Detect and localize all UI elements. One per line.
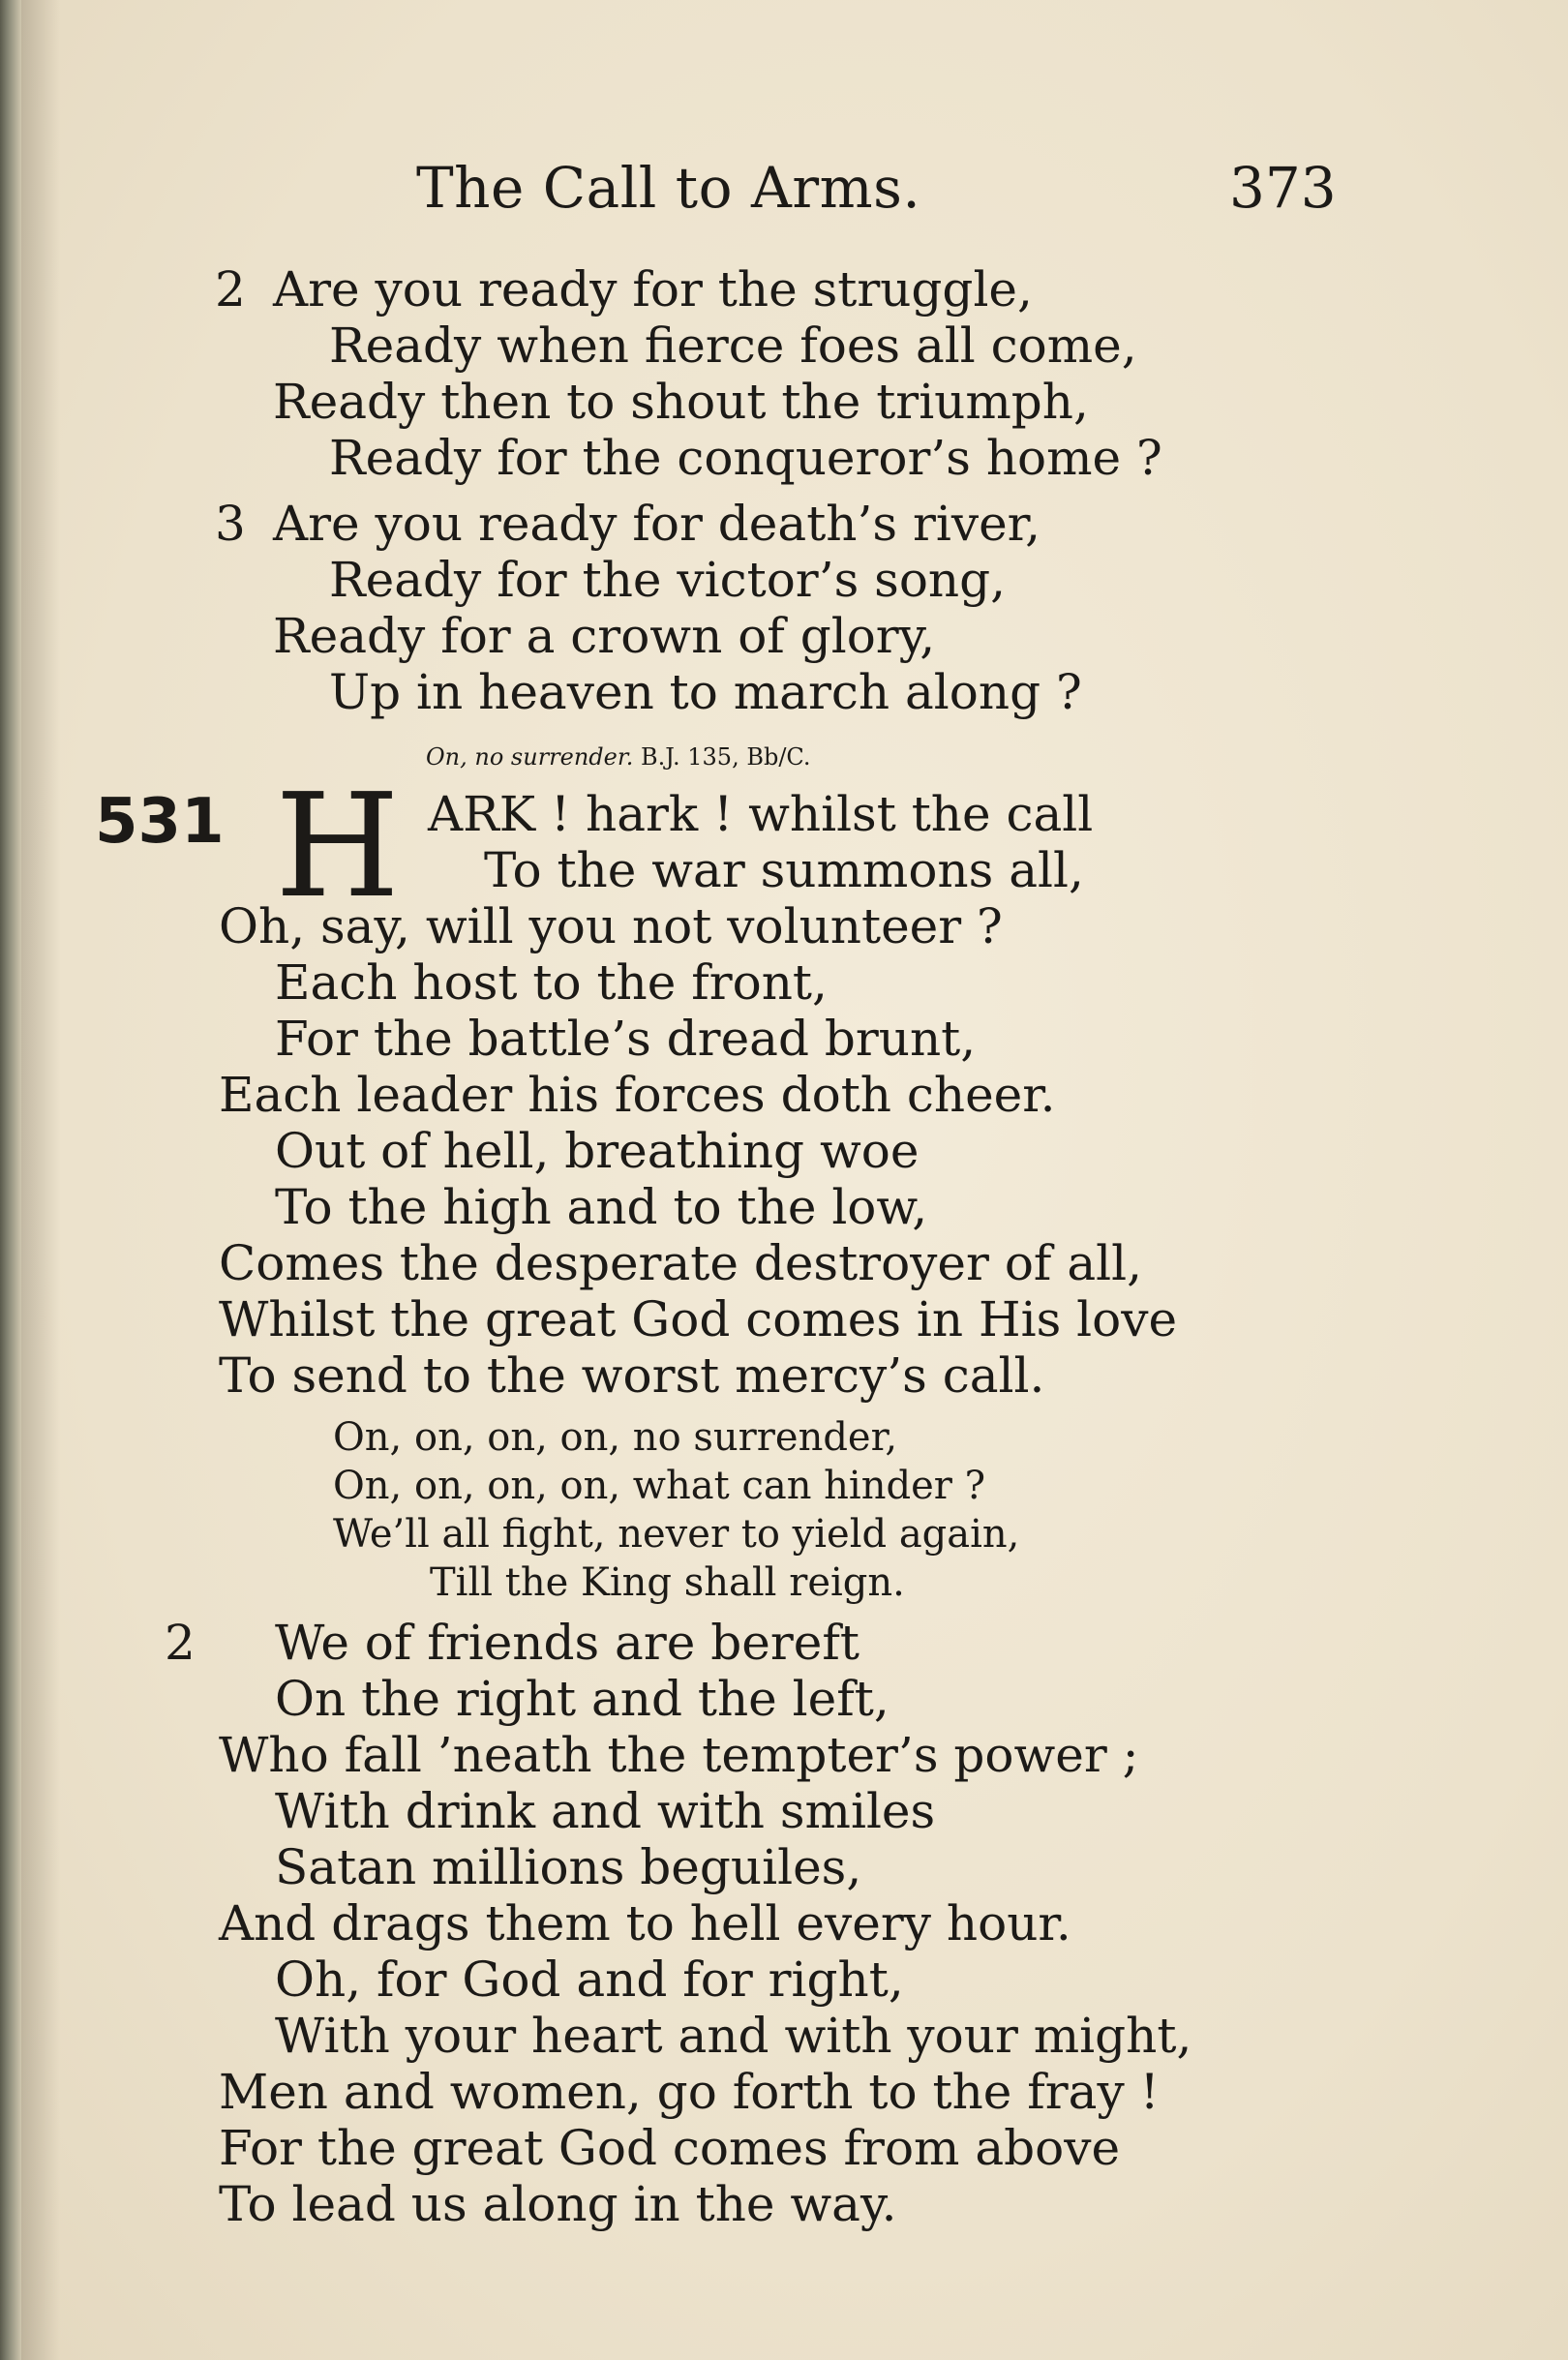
verse-line: We of friends are bereft <box>275 1615 859 1671</box>
verse-line: For the battle’s dread brunt, <box>275 1011 977 1067</box>
verse-line: Are you ready for death’s river, <box>273 496 1040 552</box>
tune-reference <box>426 743 811 771</box>
verse-line: ARK ! hark ! whilst the call <box>428 786 1094 842</box>
verse-line: On the right and the left, <box>275 1671 890 1727</box>
hymn-number: 531 <box>95 786 225 858</box>
tune-book-ref: B.J. 135, Bb/C. <box>633 743 811 771</box>
verse-line: Ready for a crown of glory, <box>273 608 936 664</box>
verse-line: Are you ready for the struggle, <box>273 261 1033 318</box>
verse-line: Whilst the great God comes in His love <box>219 1291 1178 1347</box>
refrain-line: Till the King shall reign. <box>430 1560 905 1605</box>
verse-line: Ready for the victor’s song, <box>329 552 1007 608</box>
verse-line: For the great God comes from above <box>219 2120 1121 2176</box>
verse-line: To the war summons all, <box>484 842 1084 898</box>
verse-line: Ready when fierce foes all come, <box>329 318 1137 374</box>
refrain-line: We’ll all fight, never to yield again, <box>333 1512 1020 1557</box>
verse-number: 3 <box>215 496 246 552</box>
verse-line: And drags them to hell every hour. <box>219 1895 1071 1952</box>
verse-line: To lead us along in the way. <box>219 2176 897 2232</box>
verse-line: Out of hell, breathing woe <box>275 1123 920 1179</box>
verse-line: With your heart and with your might, <box>275 2008 1192 2064</box>
verse-line: Up in heaven to march along ? <box>329 664 1082 720</box>
verse-number: 2 <box>165 1615 196 1671</box>
book-binding-edge <box>0 0 21 2360</box>
verse-line: With drink and with smiles <box>275 1783 936 1839</box>
verse-line: Men and women, go forth to the fray ! <box>219 2064 1160 2120</box>
gutter-shadow <box>21 0 60 2360</box>
verse-line: Each host to the front, <box>275 954 828 1011</box>
verse-line: Ready for the conqueror’s home ? <box>329 430 1162 486</box>
verse-line: Oh, for God and for right, <box>275 1952 904 2008</box>
drop-cap: H <box>275 763 401 929</box>
tune-name: On, no surrender. <box>426 743 634 771</box>
verse-line: Each leader his forces doth cheer. <box>219 1067 1056 1123</box>
refrain-line: On, on, on, on, no surrender, <box>333 1415 898 1460</box>
verse-line: To send to the worst mercy’s call. <box>219 1347 1045 1404</box>
verse-line: Oh, say, will you not volunteer ? <box>219 898 1003 954</box>
verse-line: Ready then to shout the triumph, <box>273 374 1089 430</box>
verse-line: Satan millions beguiles, <box>275 1839 862 1895</box>
running-title: The Call to Arms. <box>416 155 921 221</box>
verse-line: Comes the desperate destroyer of all, <box>219 1235 1143 1291</box>
verse-line: Who fall ’neath the tempter’s power ; <box>219 1727 1139 1783</box>
verse-line: To the high and to the low, <box>275 1179 928 1235</box>
verse-number: 2 <box>215 261 246 318</box>
page-number: 373 <box>1229 155 1337 221</box>
refrain-line: On, on, on, on, what can hinder ? <box>333 1464 986 1508</box>
